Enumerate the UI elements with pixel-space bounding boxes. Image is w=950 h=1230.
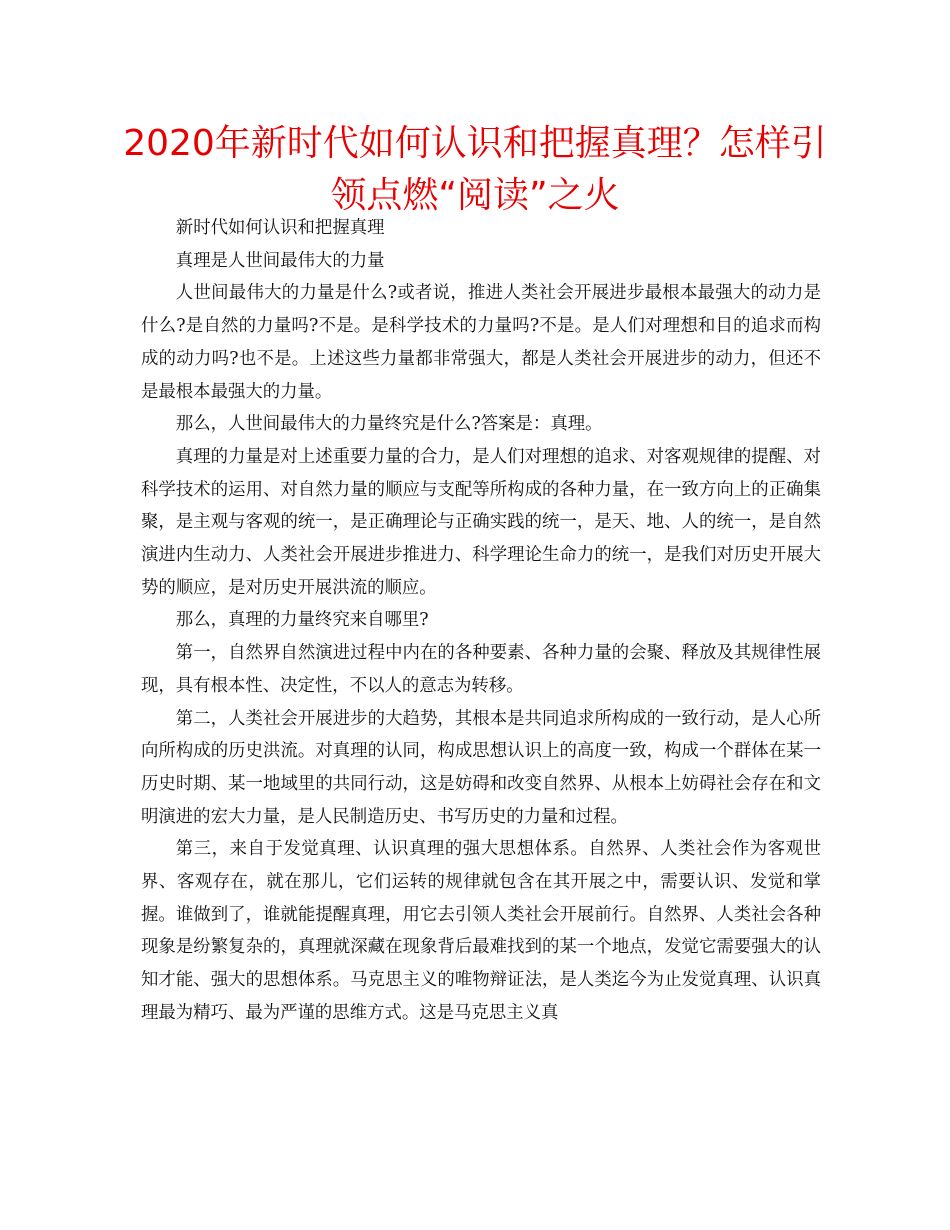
body-paragraph: 第一，自然界自然演进过程中内在的各种要素、各种力量的会聚、释放及其规律性展现，具有根本性、决定性，不以人的意志为转移。 (141, 643, 821, 696)
body-paragraph: 第二，人类社会开展进步的大趋势，其根本是共同追求所构成的一致行动，是人心所向所构成的历史洪流。对真理的认同，构成思想认识上的高度一致，构成一个群体在某一历史时期、某一地域里的共同行动，这是妨碍和改变自然界、从根本上妨碍社会存在和文明演进的宏大力量，是人民制造历史、书写历史的力量和过程。 (141, 708, 821, 827)
body-paragraph: 那么，真理的力量终究来自哪里? (175, 610, 429, 631)
section-heading: 新时代如何认识和把握真理 (175, 218, 385, 238)
body-paragraph: 第三，来自于发觉真理、认识真理的强大思想体系。自然界、人类社会作为客观世界、客观存在，就在那儿，它们运转的规律就包含在其开展之中，需要认识、发觉和掌握。谁做到了，谁就能提醒真理，用它去引领人类社会开展前行。自然界、人类社会各种现象是纷繁复杂的，真理就深藏在现象背后最难找到的某一个地点，发觉它需要强大的认知才能、强大的思想体系。马克思主义的唯物辩证法，是人类迄今为止发觉真理、认识真理最为精巧、最为严谨的思维方式。这是马克思主义真 (141, 839, 821, 1023)
body-paragraph: 真理的力量是对上述重要力量的合力，是人们对理想的追求、对客观规律的提醒、对科学技术的运用、对自然力量的顺应与支配等所构成的各种力量，在一致方向上的正确集聚，是主观与客观的统一，是正确理论与正确实践的统一，是天、地、人的统一，是自然演进内生动力、人类社会开展进步推进力、科学理论生命力的统一，是我们对历史开展大势的顺应，是对历史开展洪流的顺应。 (141, 446, 821, 598)
subsection-heading: 真理是人世间最伟大的力量 (175, 250, 385, 271)
document-title: 2020年新时代如何认识和把握真理？怎样引领点燃“阅读”之火 (123, 123, 827, 216)
body-paragraph: 那么，人世间最伟大的力量终究是什么?答案是：真理。 (175, 414, 603, 435)
body-paragraph: 人世间最伟大的力量是什么?或者说，推进人类社会开展进步最根本最强大的动力是什么?是自然的力量吗?不是。是科学技术的力量吗?不是。是人们对理想和目的追求而构成的动力吗?也不是。上述这些力量都非常强大，都是人类社会开展进步的动力，但还不是最根本最强大的力量。 (141, 283, 821, 402)
document-body (141, 212, 821, 1030)
